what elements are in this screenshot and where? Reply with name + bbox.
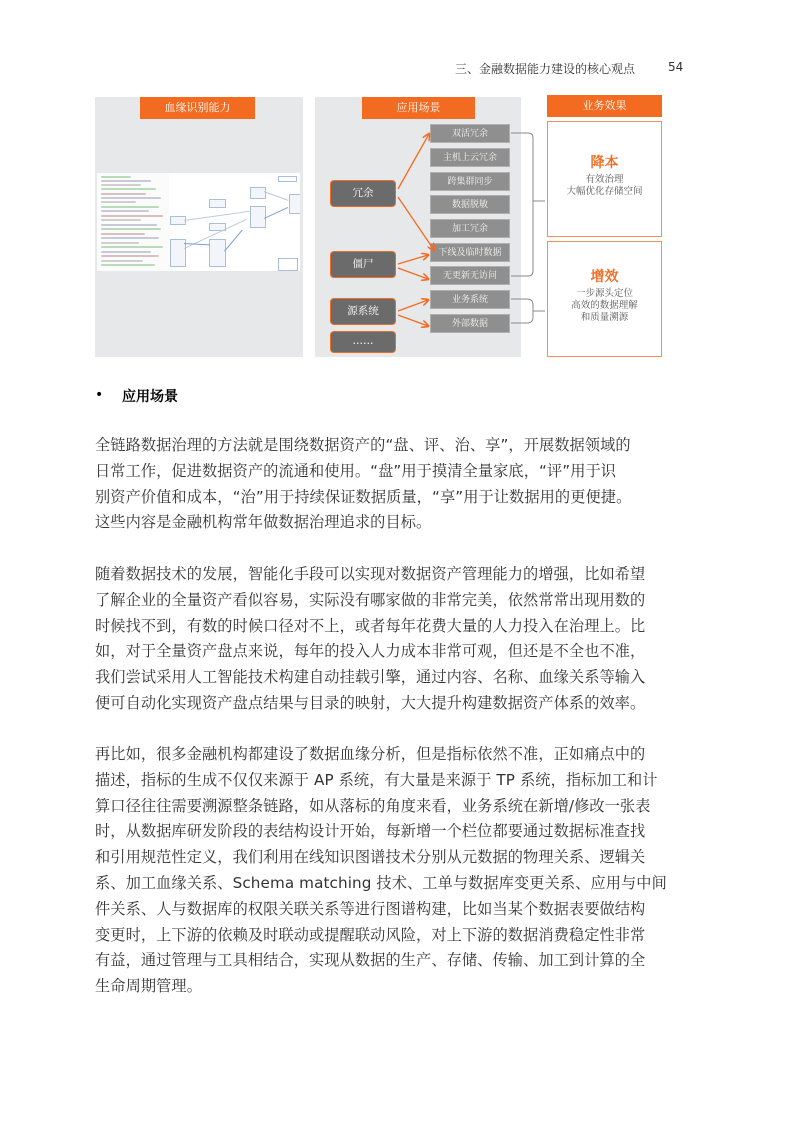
effect-efficiency: [547, 241, 662, 357]
lineage-graph-screenshot: [97, 173, 300, 271]
effect-panel-title: 业务效果: [547, 95, 662, 117]
lineage-node: [209, 239, 226, 267]
paragraph-line: 变更时，上下游的依赖及时联动或提醒联动风险，对上下游的数据消费稳定性非常: [95, 925, 646, 944]
scenario-item: 下线及临时数据: [430, 243, 510, 262]
lineage-minimap: [278, 258, 298, 271]
paragraph-2: [95, 562, 695, 717]
paragraph-1: [95, 433, 695, 536]
scenario-item: 双活冗余: [430, 124, 510, 143]
bullet-icon: •: [95, 387, 104, 403]
page-number: 54: [668, 60, 684, 74]
effect-desc-line: 大幅优化存储空间: [566, 186, 643, 197]
scenario-item: 业务系统: [430, 290, 510, 309]
paragraph-line: 系、加工血缘关系、Schema matching 技术、工单与数据库变更关系、应用与中间: [95, 873, 667, 892]
paragraph-line: 这些内容是金融机构常年做数据治理追求的目标。: [95, 513, 432, 532]
category-zombie: 僵尸: [330, 251, 396, 278]
paragraph-line: 时候找不到，有数的时候口径对不上，或者每年花费大量的人力投入在治理上。比: [95, 616, 646, 635]
lineage-node: [250, 187, 266, 199]
paragraph-line: 我们尝试采用人工智能技术构建自动挂载引擎，通过内容、名称、血缘关系等输入: [95, 668, 646, 687]
paragraph-line: 如，对于全量资产盘点来说，每年的投入人力成本非常可观，但还是不全也不准，: [95, 642, 646, 661]
lineage-node: [209, 199, 226, 208]
scenario-item: 数据脱敏: [430, 195, 510, 214]
lineage-search-box: [278, 176, 297, 182]
lineage-panel-title: 血缘识别能力: [140, 97, 255, 119]
sql-code-pane: [97, 173, 169, 271]
effect-title: 降本: [590, 155, 619, 171]
paragraph-line: 算口径往往需要溯源整条链路，如从落标的角度来看，业务系统在新增/修改一张表: [95, 796, 651, 815]
paragraph-line: 描述，指标的生成不仅仅来源于 AP 系统，有大量是来源于 TP 系统，指标加工和计: [95, 770, 658, 789]
paragraph-line: 生命周期管理。: [95, 977, 203, 996]
scenario-item: 跨集群同步: [430, 172, 510, 191]
section-title: 应用场景: [122, 389, 178, 405]
paragraph-line: 和引用规范性定义，我们利用在线知识图谱技术分别从元数据的物理关系、逻辑关: [95, 848, 646, 867]
category-redundant: 冗余: [330, 180, 396, 207]
paragraph-line: 了解企业的全量资产看似容易，实际没有哪家做的非常完美，依然常常出现用数的: [95, 590, 646, 609]
paragraph-line: 有益，通过管理与工具相结合，实现从数据的生产、存储、传输、加工到计算的全: [95, 951, 646, 970]
paragraph-line: 件关系、人与数据库的权限关联关系等进行图谱构建，比如当某个数据表要做结构: [95, 899, 646, 918]
scenario-item: 加工冗余: [430, 219, 510, 238]
effect-desc-line: 和质量溯源: [580, 312, 629, 323]
paragraph-line: 日常工作，促进数据资产的流通和使用。“盘”用于摸清全量家底，“评”用于识: [95, 461, 617, 480]
paragraph-line: 时，从数据库研发阶段的表结构设计开始，每新增一个栏位都要通过数据标准查找: [95, 822, 646, 841]
paragraph-line: 别资产价值和成本，“治”用于持续保证数据质量，“享”用于让数据用的更便捷。: [95, 487, 632, 506]
chapter-title: 三、金融数据能力建设的核心观点: [455, 62, 636, 76]
paragraph-line: 便可自动化实现资产盘点结果与目录的映射，大大提升构建数据资产体系的效率。: [95, 693, 646, 712]
paragraph-line: 全链路数据治理的方法就是围绕数据资产的“盘、评、治、享”，开展数据领域的: [95, 436, 631, 454]
scenario-item: 无更新无访问: [430, 266, 510, 285]
paragraph-line: 随着数据技术的发展，智能化手段可以实现对数据资产管理能力的增强，比如希望: [95, 565, 646, 583]
scenario-item: 外部数据: [430, 314, 510, 333]
paragraph-3: [95, 742, 695, 1000]
scenario-panel-title: 应用场景: [362, 97, 475, 119]
effect-title: 增效: [590, 269, 619, 285]
effect-desc-line: 高效的数据理解: [571, 300, 638, 311]
lineage-node: [289, 194, 300, 214]
effect-desc-line: 有效治理: [585, 174, 624, 185]
scenario-item: 主机上云冗余: [430, 148, 510, 167]
paragraph-line: 再比如，很多金融机构都建设了数据血缘分析，但是指标依然不准，正如痛点中的: [95, 745, 646, 763]
effect-desc-line: 一步源头定位: [575, 288, 633, 299]
effect-cost-reduction: [547, 121, 662, 237]
category-source-system: 源系统: [330, 298, 396, 325]
category-more: ……: [330, 331, 396, 353]
